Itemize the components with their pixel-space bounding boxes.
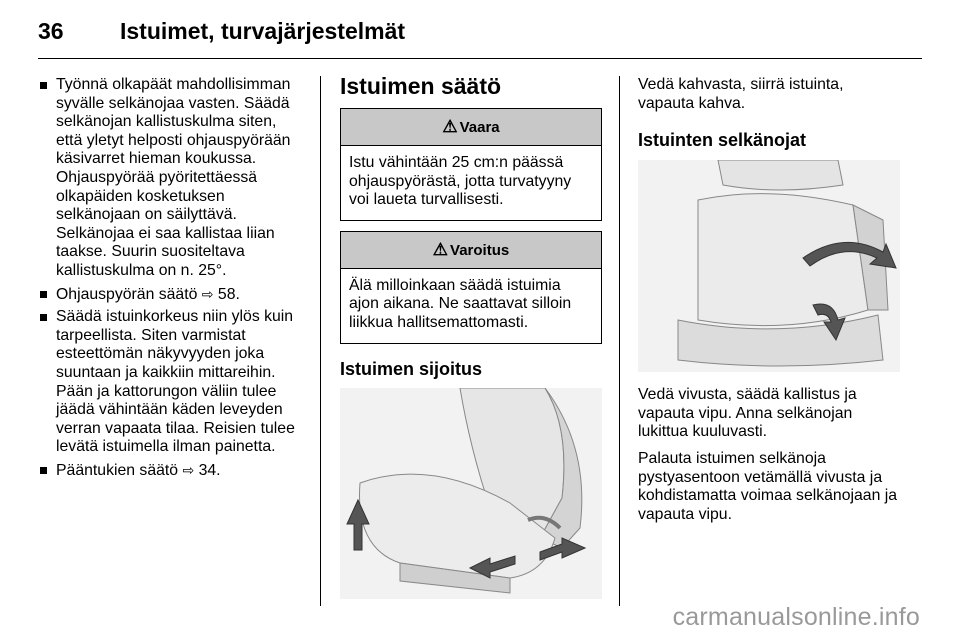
bullet-item <box>38 76 302 281</box>
bullet-item <box>38 308 302 457</box>
reference-arrow-icon: ⇨ <box>201 285 214 302</box>
backrest-image <box>638 160 900 372</box>
warning-triangle-icon: ⚠ <box>432 239 449 259</box>
column-right <box>638 76 902 532</box>
reference-arrow-icon: ⇨ <box>182 461 195 478</box>
backrest-illustration <box>638 160 900 372</box>
page-title: Istuimet, turvajärjestelmät <box>120 18 406 44</box>
bullet-item <box>38 285 302 305</box>
column-divider-1 <box>320 76 321 606</box>
recline-paragraph: Vedä vivusta, säädä kallistus ja vapauta vipu. Anna selkänojan lukittua kuuluvasti. <box>638 386 857 441</box>
bullet-text: Ohjauspyörän säätö <box>56 285 198 303</box>
intro-paragraph: Vedä kahvasta, siirrä istuinta, vapauta kahva. <box>638 76 844 112</box>
watermark: carmanualsonline.info <box>672 603 920 631</box>
page-reference-link[interactable]: 58. <box>217 285 240 303</box>
bullet-list <box>38 76 302 480</box>
caution-box <box>340 231 602 344</box>
column-left <box>38 76 302 484</box>
seat-position-image <box>340 388 602 599</box>
bullet-item <box>38 461 302 481</box>
seat-position-illustration <box>340 388 602 599</box>
upright-paragraph: Palauta istuimen selkänoja pystyasentoon vetämällä vivusta ja kohdistamatta voimaa selkänojaan ja vapauta vipu. <box>638 449 898 523</box>
bullet-text: Säädä istuinkorkeus niin ylös kuin tarpeellista. Siten varmistat esteettömän näkyvyyden joka suuntaan ja kaikkiin mittareihin. Pään ja kattorungon väliin tulee jäädä vähintään käden leveyden verran vapaata tilaa. Reisien tulee levätä istuimella ilman painetta. <box>56 308 295 456</box>
danger-title: Vaara <box>459 119 500 136</box>
warning-triangle-icon: ⚠ <box>442 117 458 136</box>
caution-body: Älä milloinkaan säädä istuimia ajon aikana. Ne saattavat silloin liikkua hallitsemattomasti. <box>349 276 572 331</box>
column-divider-2 <box>619 76 620 606</box>
subsection-title: Istuinten selkänojat <box>638 130 807 151</box>
bullet-text: Pääntukien säätö <box>56 461 179 479</box>
caution-header <box>341 232 601 269</box>
section-title: Istuimen säätö <box>340 73 502 99</box>
bullet-text: Työnnä olkapäät mahdollisimman syvälle selkänojaa vasten. Säädä selkänojan kallistuskulma siten, että yletyt helposti ohjauspyörään käsivarret hieman koukussa. Ohjauspyörää pyöritettäessä olkapäiden kosketuksen selkänojaan on säilyttävä. Selkänojaa ei saa kallistaa liian taakse. Suurin suositeltava kallistuskulma on n. 25°. <box>56 76 291 279</box>
danger-header <box>341 109 601 146</box>
page-number: 36 <box>38 18 64 44</box>
danger-box <box>340 108 602 221</box>
column-middle <box>340 72 602 599</box>
page-header <box>38 18 922 59</box>
danger-body: Istu vähintään 25 cm:n päässä ohjauspyörästä, jotta turvatyyny voi laueta turvallisesti. <box>349 154 572 209</box>
page-reference-link[interactable]: 34. <box>198 461 221 479</box>
caution-title: Varoitus <box>450 241 510 259</box>
subsection-title: Istuimen sijoitus <box>340 358 483 379</box>
